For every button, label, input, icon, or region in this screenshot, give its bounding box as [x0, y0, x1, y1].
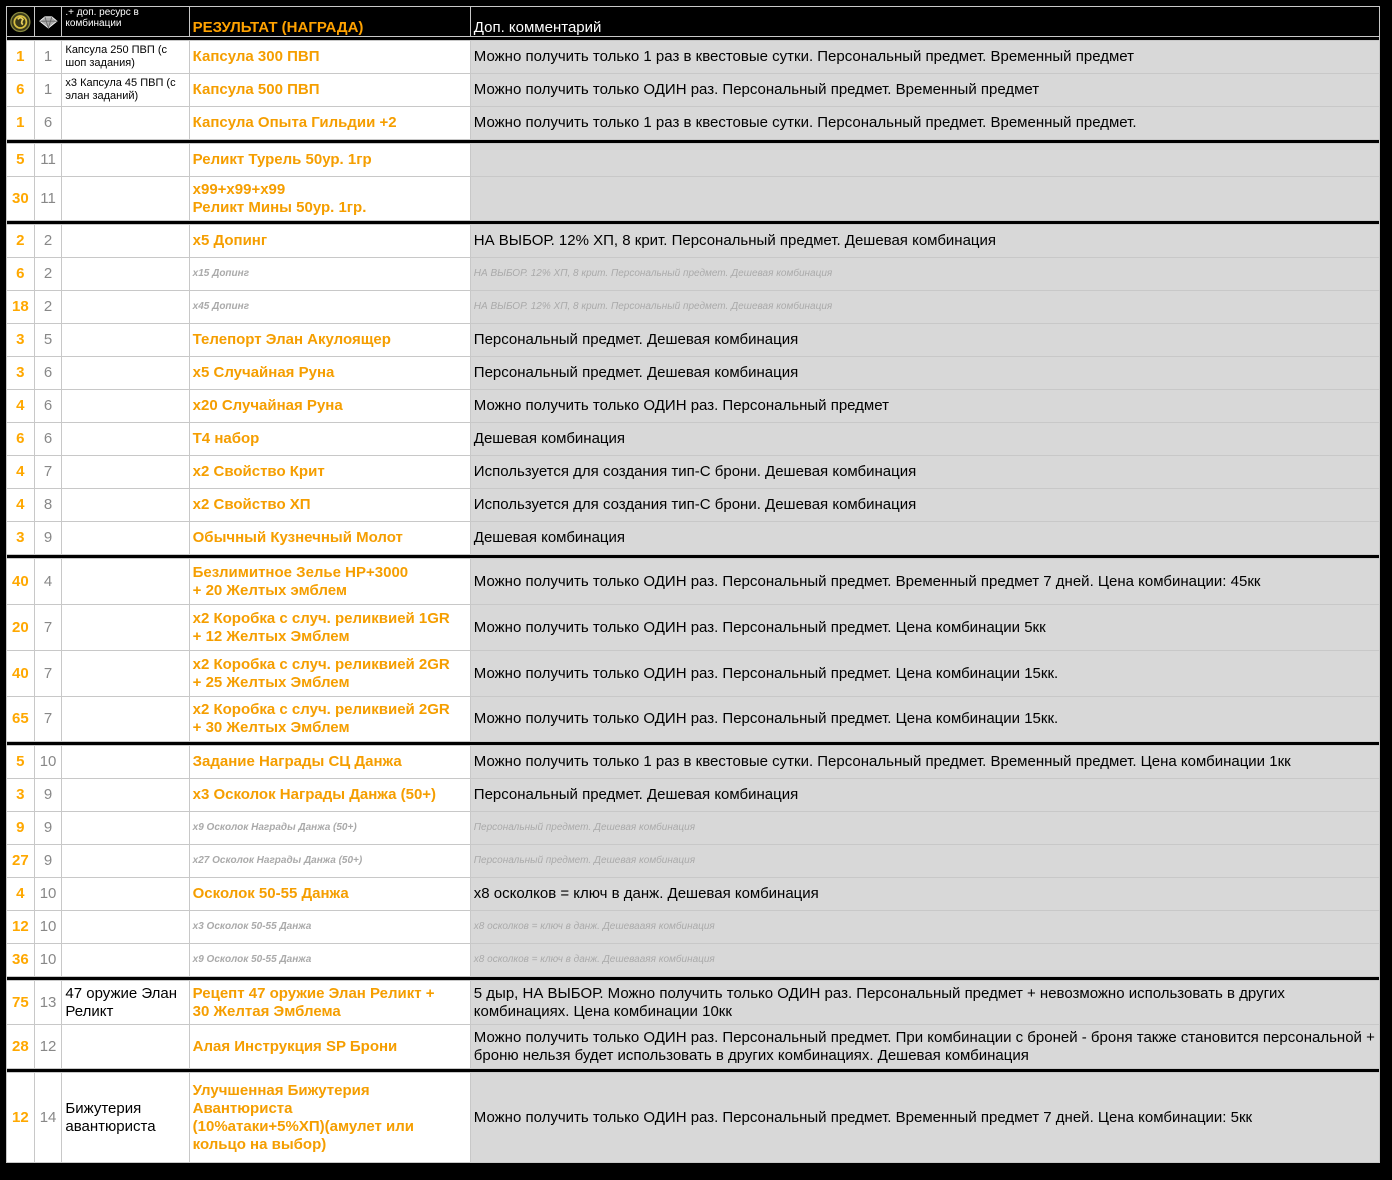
extra-resource-cell [62, 489, 189, 522]
comment-cell: НА ВЫБОР. 12% ХП, 8 крит. Персональный предмет. Дешевая комбинация [470, 225, 1379, 258]
result-cell: х45 Допинг [189, 291, 470, 324]
comment-cell: Дешевая комбинация [470, 522, 1379, 555]
result-cell: Осколок 50-55 Данжа [189, 878, 470, 911]
result-cell: х9 Осколок 50-55 Данжа [189, 944, 470, 977]
result-cell: Реликт Турель 50ур. 1гр [189, 144, 470, 177]
extra-resource-cell [62, 779, 189, 812]
extra-resource-cell [62, 357, 189, 390]
extra-resource-cell [62, 812, 189, 845]
comment-cell: Персональный предмет. Дешевая комбинация [470, 324, 1379, 357]
extra-resource-cell [62, 746, 189, 779]
extra-resource-cell [62, 456, 189, 489]
table-row [7, 41, 1380, 74]
result-cell: Капсула 500 ПВП [189, 74, 470, 107]
extra-resource-cell [62, 144, 189, 177]
comment-cell: Персональный предмет. Дешевая комбинация [470, 812, 1379, 845]
comment-cell: Можно получить только 1 раз в квестовые сутки. Персональный предмет. Временный предмет. Цена комбинации 1кк [470, 746, 1379, 779]
table-row [7, 746, 1380, 779]
result-cell: х2 Коробка с случ. реликвией 2GR + 30 Желтых Эмблем [189, 697, 470, 742]
result-cell: Алая Инструкция SP Брони [189, 1025, 470, 1069]
amount-cell: 36 [7, 944, 35, 977]
extra-resource-cell [62, 225, 189, 258]
extra-resource-cell [62, 651, 189, 697]
result-cell: х2 Свойство ХП [189, 489, 470, 522]
combination-table [6, 6, 1380, 1163]
count-cell: 10 [34, 746, 62, 779]
amount-cell: 12 [7, 911, 35, 944]
extra-resource-cell [62, 107, 189, 140]
count-cell: 6 [34, 423, 62, 456]
result-cell: х9 Осколок Награды Данжа (50+) [189, 812, 470, 845]
amount-cell: 20 [7, 605, 35, 651]
table-row [7, 779, 1380, 812]
extra-resource-cell: Капсула 250 ПВП (с шоп задания) [62, 41, 189, 74]
comment-cell: Можно получить только ОДИН раз. Персональный предмет. Цена комбинации 5кк [470, 605, 1379, 651]
extra-resource-cell [62, 522, 189, 555]
table-row [7, 74, 1380, 107]
comment-cell: Персональный предмет. Дешевая комбинация [470, 779, 1379, 812]
comment-cell: Можно получить только ОДИН раз. Персональный предмет. Цена комбинации 15кк. [470, 697, 1379, 742]
comment-header: Доп. комментарий [470, 7, 1379, 37]
table-row [7, 1025, 1380, 1069]
emblem-icon [10, 7, 31, 36]
result-cell: Т4 набор [189, 423, 470, 456]
result-cell: Безлимитное Зелье HP+3000 + 20 Желтых эмблем [189, 559, 470, 605]
amount-cell: 5 [7, 746, 35, 779]
amount-cell: 6 [7, 74, 35, 107]
extra-resource-cell [62, 291, 189, 324]
amount-cell: 6 [7, 423, 35, 456]
extra-resource-cell [62, 911, 189, 944]
result-cell: х3 Осколок 50-55 Данжа [189, 911, 470, 944]
crystal-icon [38, 7, 59, 36]
extra-resource-cell [62, 390, 189, 423]
amount-cell: 28 [7, 1025, 35, 1069]
extra-resource-cell [62, 605, 189, 651]
comment-cell: Можно получить только ОДИН раз. Персональный предмет [470, 390, 1379, 423]
table-row [7, 324, 1380, 357]
table-row [7, 651, 1380, 697]
table-row [7, 291, 1380, 324]
result-cell: х15 Допинг [189, 258, 470, 291]
result-cell: х5 Случайная Руна [189, 357, 470, 390]
count-cell: 9 [34, 779, 62, 812]
count-cell: 1 [34, 41, 62, 74]
table-row [7, 697, 1380, 742]
comment-cell: х8 осколков = ключ в данж. Дешевааяя комбинация [470, 944, 1379, 977]
amount-cell: 6 [7, 258, 35, 291]
result-cell: Телепорт Элан Акулоящер [189, 324, 470, 357]
count-cell: 6 [34, 107, 62, 140]
count-cell: 6 [34, 390, 62, 423]
count-cell: 7 [34, 605, 62, 651]
count-cell: 9 [34, 522, 62, 555]
comment-cell: х8 осколков = ключ в данж. Дешевая комбинация [470, 878, 1379, 911]
count-cell: 1 [34, 74, 62, 107]
table-row [7, 812, 1380, 845]
amount-cell: 9 [7, 812, 35, 845]
comment-cell: Персональный предмет. Дешевая комбинация [470, 845, 1379, 878]
amount-cell: 75 [7, 981, 35, 1025]
count-cell: 5 [34, 324, 62, 357]
comment-cell: х8 осколков = ключ в данж. Дешевааяя комбинация [470, 911, 1379, 944]
comment-cell: НА ВЫБОР. 12% ХП, 8 крит. Персональный предмет. Дешевая комбинация [470, 258, 1379, 291]
count-cell: 2 [34, 225, 62, 258]
extra-resource-cell: Бижутерия авантюриста [62, 1073, 189, 1163]
count-cell: 11 [34, 144, 62, 177]
count-cell: 10 [34, 878, 62, 911]
amount-cell: 3 [7, 522, 35, 555]
result-cell: х2 Свойство Крит [189, 456, 470, 489]
amount-cell: 3 [7, 324, 35, 357]
amount-cell: 12 [7, 1073, 35, 1163]
comment-cell: Используется для создания тип-С брони. Дешевая комбинация [470, 489, 1379, 522]
extra-resource-cell [62, 324, 189, 357]
comment-cell: Можно получить только ОДИН раз. Персональный предмет. При комбинации с броней - броня также становится персональной + броню нельзя будет использовать в других комбинациях. Дешевая комбинация [470, 1025, 1379, 1069]
amount-cell: 4 [7, 489, 35, 522]
comment-cell: Можно получить только ОДИН раз. Персональный предмет. Временный предмет 7 дней. Цена комбинации: 5кк [470, 1073, 1379, 1163]
extra-resource-cell [62, 559, 189, 605]
extra-resource-cell: х3 Капсула 45 ПВП (с элан заданий) [62, 74, 189, 107]
amount-cell: 65 [7, 697, 35, 742]
amount-cell: 4 [7, 878, 35, 911]
table-row [7, 944, 1380, 977]
comment-cell: Можно получить только ОДИН раз. Персональный предмет. Временный предмет [470, 74, 1379, 107]
amount-cell: 2 [7, 225, 35, 258]
crystal-header-cell [34, 7, 62, 37]
count-cell: 10 [34, 944, 62, 977]
comment-cell [470, 144, 1379, 177]
count-cell: 7 [34, 651, 62, 697]
table-row [7, 107, 1380, 140]
result-cell: х99+х99+х99 Реликт Мины 50ур. 1гр. [189, 177, 470, 221]
amount-cell: 18 [7, 291, 35, 324]
result-cell: х27 Осколок Награды Данжа (50+) [189, 845, 470, 878]
amount-cell: 1 [7, 41, 35, 74]
count-cell: 7 [34, 456, 62, 489]
count-cell: 9 [34, 845, 62, 878]
table-row [7, 522, 1380, 555]
table-row [7, 878, 1380, 911]
table-row [7, 225, 1380, 258]
table-row [7, 911, 1380, 944]
count-cell: 6 [34, 357, 62, 390]
extra-resource-cell [62, 944, 189, 977]
table-row [7, 605, 1380, 651]
comment-cell: Персональный предмет. Дешевая комбинация [470, 357, 1379, 390]
extra-resource-cell [62, 423, 189, 456]
count-cell: 14 [34, 1073, 62, 1163]
result-cell: х20 Случайная Руна [189, 390, 470, 423]
count-cell: 10 [34, 911, 62, 944]
extra-resource-cell: 47 оружие Элан Реликт [62, 981, 189, 1025]
amount-cell: 40 [7, 559, 35, 605]
result-cell: х2 Коробка с случ. реликвией 2GR + 25 Желтых Эмблем [189, 651, 470, 697]
table-row [7, 981, 1380, 1025]
count-cell: 2 [34, 291, 62, 324]
amount-cell: 40 [7, 651, 35, 697]
table-row [7, 456, 1380, 489]
extra-resource-cell [62, 177, 189, 221]
result-cell: Обычный Кузнечный Молот [189, 522, 470, 555]
comment-cell: Можно получить только 1 раз в квестовые сутки. Персональный предмет. Временный предмет [470, 41, 1379, 74]
extra-resource-cell [62, 258, 189, 291]
table-row [7, 177, 1380, 221]
result-cell: Капсула 300 ПВП [189, 41, 470, 74]
count-cell: 7 [34, 697, 62, 742]
count-cell: 13 [34, 981, 62, 1025]
table-row [7, 258, 1380, 291]
result-cell: Задание Награды СЦ Данжа [189, 746, 470, 779]
result-cell: Рецепт 47 оружие Элан Реликт + 30 Желтая Эмблема [189, 981, 470, 1025]
result-cell: х3 Осколок Награды Данжа (50+) [189, 779, 470, 812]
comment-cell [470, 177, 1379, 221]
amount-cell: 5 [7, 144, 35, 177]
table-row [7, 845, 1380, 878]
table-row [7, 1073, 1380, 1163]
extra-resource-header: .+ доп. ресурс в комбинации [62, 7, 189, 37]
comment-cell: Используется для создания тип-С брони. Дешевая комбинация [470, 456, 1379, 489]
result-header: РЕЗУЛЬТАТ (НАГРАДА) [189, 7, 470, 37]
comment-cell: Можно получить только ОДИН раз. Персональный предмет. Временный предмет 7 дней. Цена комбинации: 45кк [470, 559, 1379, 605]
result-cell: х2 Коробка с случ. реликвией 1GR + 12 Желтых Эмблем [189, 605, 470, 651]
header-row [7, 7, 1380, 37]
amount-cell: 4 [7, 456, 35, 489]
amount-cell: 4 [7, 390, 35, 423]
extra-resource-cell [62, 697, 189, 742]
comment-cell: Можно получить только 1 раз в квестовые сутки. Персональный предмет. Временный предмет. [470, 107, 1379, 140]
amount-cell: 30 [7, 177, 35, 221]
table-row [7, 144, 1380, 177]
amount-cell: 3 [7, 779, 35, 812]
comment-cell: Можно получить только ОДИН раз. Персональный предмет. Цена комбинации 15кк. [470, 651, 1379, 697]
result-cell: х5 Допинг [189, 225, 470, 258]
extra-resource-cell [62, 845, 189, 878]
table-row [7, 390, 1380, 423]
count-cell: 2 [34, 258, 62, 291]
amount-cell: 27 [7, 845, 35, 878]
result-cell: Капсула Опыта Гильдии +2 [189, 107, 470, 140]
amount-cell: 3 [7, 357, 35, 390]
comment-cell: Дешевая комбинация [470, 423, 1379, 456]
table-row [7, 357, 1380, 390]
table-row [7, 489, 1380, 522]
result-cell: Улучшенная Бижутерия Авантюриста (10%атаки+5%ХП)(амулет или кольцо на выбор) [189, 1073, 470, 1163]
comment-cell: НА ВЫБОР. 12% ХП, 8 крит. Персональный предмет. Дешевая комбинация [470, 291, 1379, 324]
table-row [7, 423, 1380, 456]
count-cell: 11 [34, 177, 62, 221]
count-cell: 9 [34, 812, 62, 845]
extra-resource-cell [62, 878, 189, 911]
count-cell: 8 [34, 489, 62, 522]
count-cell: 12 [34, 1025, 62, 1069]
table-row [7, 559, 1380, 605]
amount-cell: 1 [7, 107, 35, 140]
count-cell: 4 [34, 559, 62, 605]
comment-cell: 5 дыр, НА ВЫБОР. Можно получить только ОДИН раз. Персональный предмет + невозможно использовать в других комбинациях. Цена комбинации 10кк [470, 981, 1379, 1025]
emblem-header-cell [7, 7, 35, 37]
extra-resource-cell [62, 1025, 189, 1069]
